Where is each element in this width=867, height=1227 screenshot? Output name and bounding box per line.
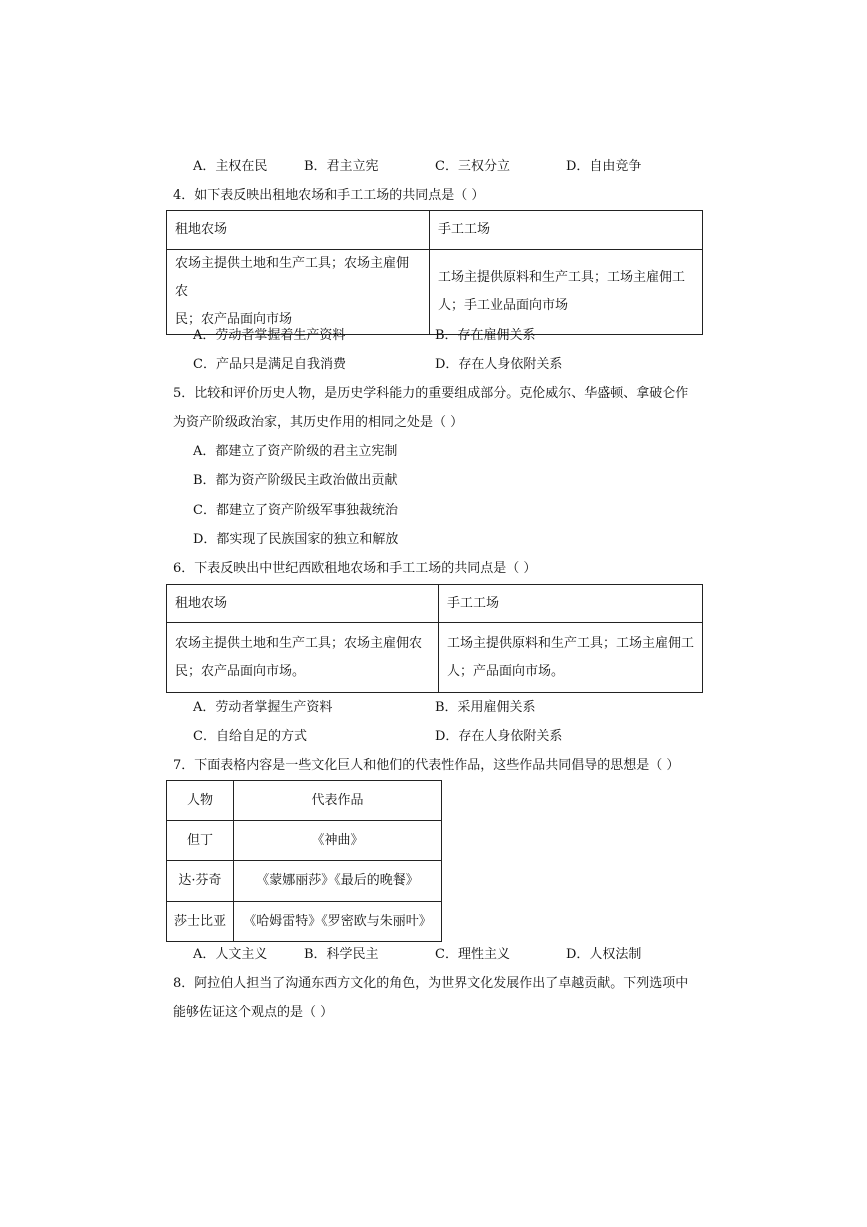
q7-option-d[interactable]: D．人权法制 — [566, 947, 642, 962]
table-cell: 《蒙娜丽莎》《最后的晚餐》 — [234, 861, 442, 902]
table-cell: 莎士比亚 — [167, 902, 234, 942]
q7-option-a[interactable]: A．人文主义 — [193, 947, 268, 962]
table-cell: 农场主提供土地和生产工具；农场主雇佣农 民；农产品面向市场 — [167, 250, 430, 335]
q8-stem-line-1: 8．阿拉伯人担当了沟通东西方文化的角色，为世界文化发展作出了卓越贡献。下列选项中 — [173, 976, 689, 991]
q4-option-d[interactable]: D．存在人身依附关系 — [435, 357, 563, 372]
q3-option-a[interactable]: A．主权在民 — [193, 159, 268, 174]
q7-stem: 7．下面表格内容是一些文化巨人和他们的代表性作品，这些作品共同倡导的思想是（ ） — [173, 758, 680, 773]
table-header-cell: 租地农场 — [167, 585, 439, 623]
table-row — [167, 821, 442, 861]
table-cell: 《神曲》 — [234, 821, 442, 861]
table-row — [167, 623, 703, 693]
q4-table — [166, 210, 703, 335]
q5-option-d[interactable]: D．都实现了民族国家的独立和解放 — [193, 532, 399, 547]
table-header-cell: 人物 — [167, 781, 234, 821]
table-cell: 农场主提供土地和生产工具；农场主雇佣农 民；农产品面向市场。 — [167, 623, 439, 693]
table-row — [167, 250, 703, 335]
table-header-row — [167, 781, 442, 821]
table-header-cell: 手工工场 — [439, 585, 703, 623]
table-cell: 达·芬奇 — [167, 861, 234, 902]
q3-option-d[interactable]: D．自由竞争 — [566, 159, 642, 174]
q4-option-b[interactable]: B．存在雇佣关系 — [435, 328, 536, 343]
q6-option-d[interactable]: D．存在人身依附关系 — [435, 729, 563, 744]
table-row — [167, 861, 442, 902]
q4-option-c[interactable]: C．产品只是满足自我消费 — [193, 357, 346, 372]
q5-stem-line-2: 为资产阶级政治家，其历史作用的相同之处是（ ） — [173, 415, 464, 430]
q4-option-a[interactable]: A．劳动者掌握着生产资料 — [193, 328, 346, 343]
q3-option-c[interactable]: C．三权分立 — [435, 159, 510, 174]
q5-stem-line-1: 5．比较和评价历史人物，是历史学科能力的重要组成部分。克伦威尔、华盛顿、拿破仑作 — [173, 386, 689, 401]
q6-option-c[interactable]: C．自给自足的方式 — [193, 729, 307, 744]
q5-option-a[interactable]: A．都建立了资产阶级的君主立宪制 — [193, 444, 398, 459]
q7-table — [166, 780, 442, 942]
table-header-row — [167, 211, 703, 250]
q7-option-b[interactable]: B．科学民主 — [304, 947, 379, 962]
q5-option-c[interactable]: C．都建立了资产阶级军事独裁统治 — [193, 503, 398, 518]
table-header-cell: 租地农场 — [167, 211, 430, 250]
table-cell: 《哈姆雷特》《罗密欧与朱丽叶》 — [234, 902, 442, 942]
q6-option-b[interactable]: B．采用雇佣关系 — [435, 700, 536, 715]
table-cell: 工场主提供原料和生产工具；工场主雇佣工 人；产品面向市场。 — [439, 623, 703, 693]
table-header-cell: 手工工场 — [430, 211, 703, 250]
q3-option-b[interactable]: B．君主立宪 — [304, 159, 379, 174]
table-cell: 工场主提供原料和生产工具；工场主雇佣工 人；手工业品面向市场 — [430, 250, 703, 335]
table-row — [167, 902, 442, 942]
q8-stem-line-2: 能够佐证这个观点的是（ ） — [173, 1005, 334, 1020]
table-header-row — [167, 585, 703, 623]
table-cell: 但丁 — [167, 821, 234, 861]
q6-table — [166, 584, 703, 693]
table-header-cell: 代表作品 — [234, 781, 442, 821]
q4-stem: 4．如下表反映出租地农场和手工工场的共同点是（ ） — [173, 188, 485, 203]
q7-option-c[interactable]: C．理性主义 — [435, 947, 510, 962]
q6-option-a[interactable]: A．劳动者掌握生产资料 — [193, 700, 333, 715]
q5-option-b[interactable]: B．都为资产阶级民主政治做出贡献 — [193, 473, 398, 488]
q6-stem: 6．下表反映出中世纪西欧租地农场和手工工场的共同点是（ ） — [173, 561, 537, 576]
